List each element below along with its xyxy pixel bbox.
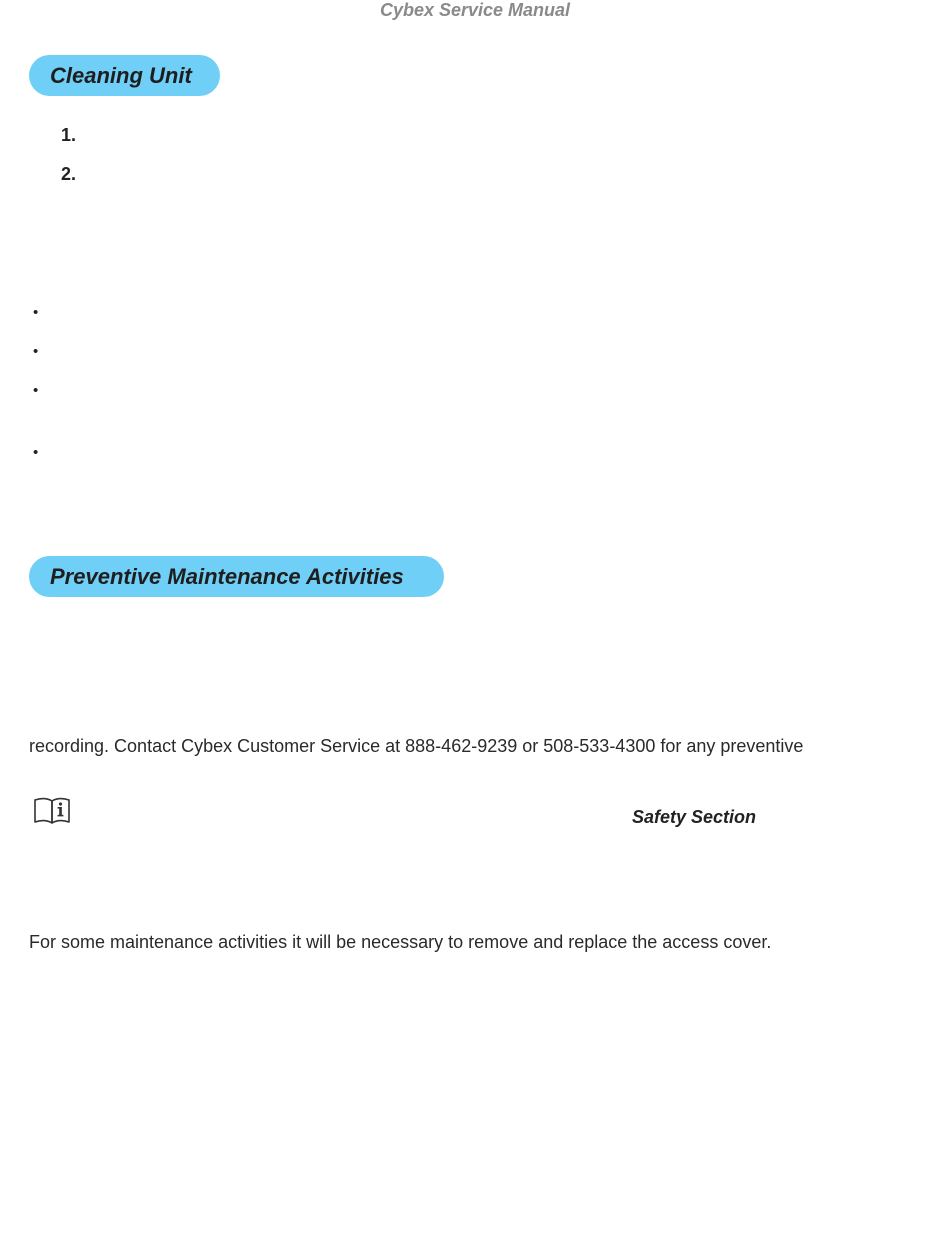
bullet-3: • bbox=[33, 382, 39, 399]
section-heading-preventive-maintenance: Preventive Maintenance Activities bbox=[29, 556, 444, 597]
step-number-2: 2. bbox=[61, 164, 77, 184]
contact-customer-service-text: recording. Contact Cybex Customer Service at 888-462-9239 or 508-533-4300 for any preventive bbox=[29, 736, 804, 756]
bullet-4: • bbox=[33, 444, 39, 461]
bullet-2: • bbox=[33, 343, 39, 360]
access-cover-text: For some maintenance activities it will be necessary to remove and replace the access cover. bbox=[29, 932, 772, 952]
running-header: Cybex Service Manual bbox=[379, 0, 571, 20]
section-heading-cleaning-unit: Cleaning Unit bbox=[29, 55, 220, 96]
step-number-1: 1. bbox=[61, 125, 77, 145]
book-info-icon bbox=[33, 795, 71, 825]
bullet-1: • bbox=[33, 304, 39, 321]
safety-section-reference: Safety Section bbox=[632, 807, 757, 827]
